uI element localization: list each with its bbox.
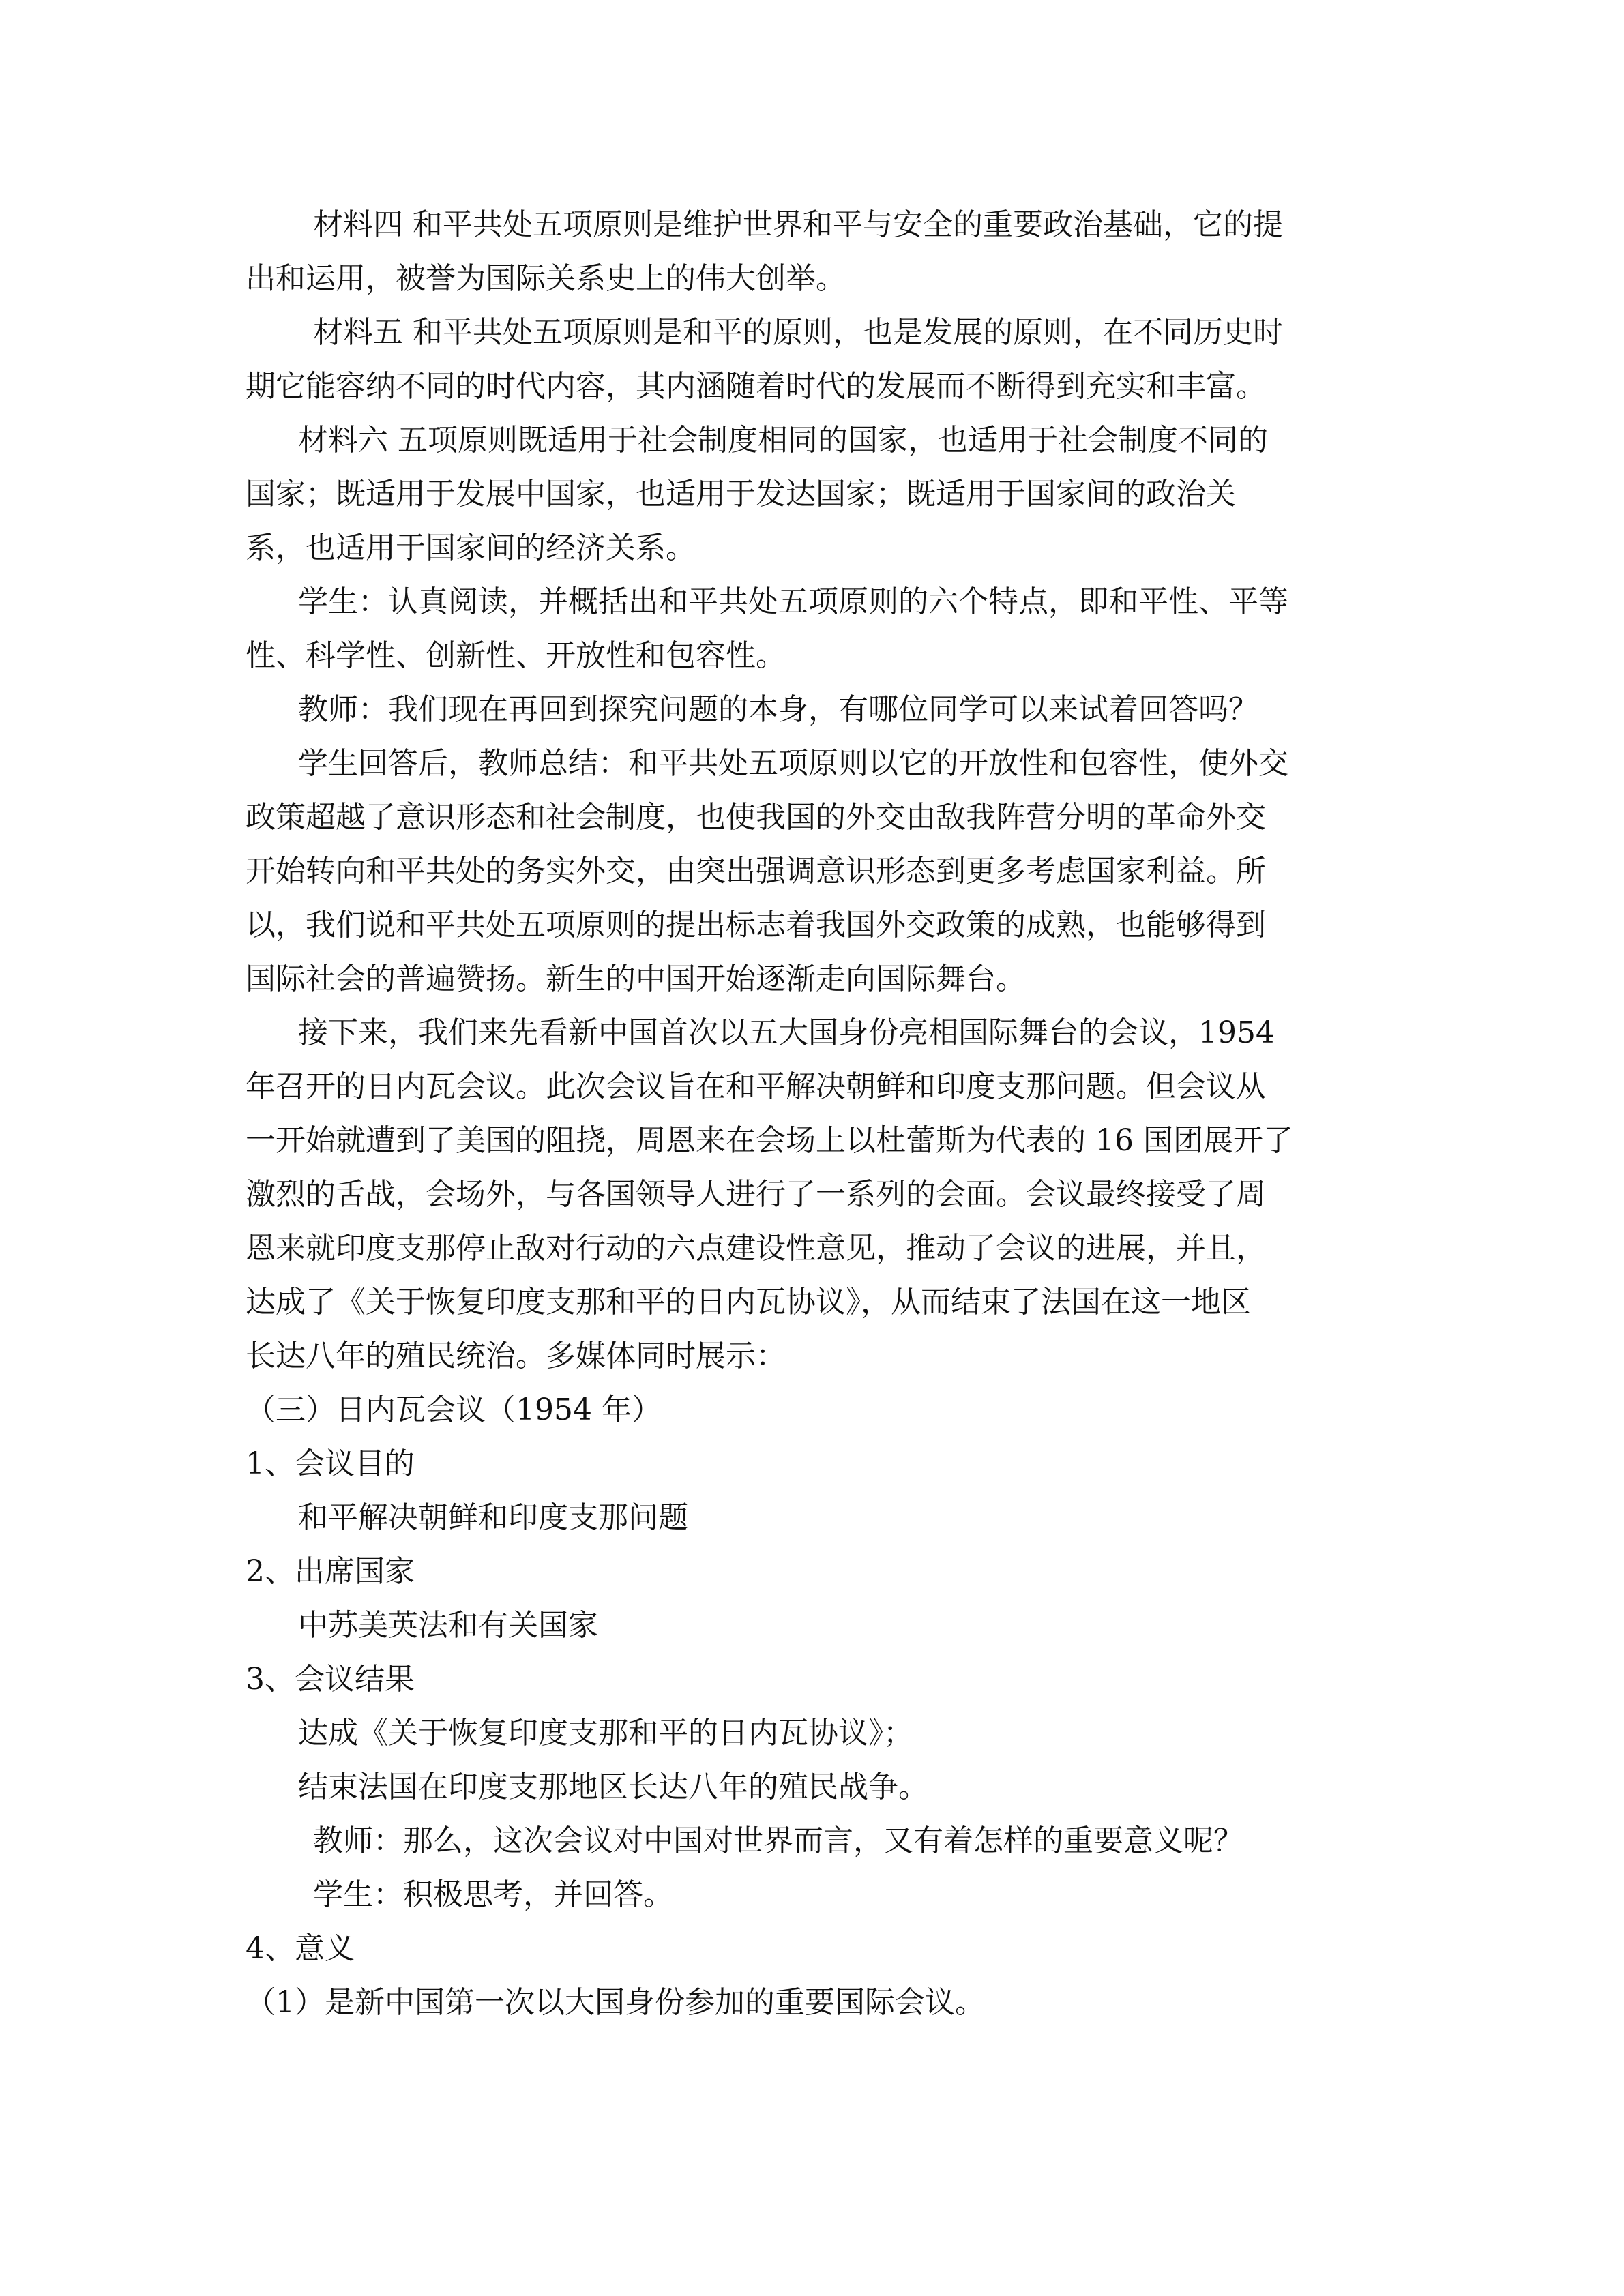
text-line: 达成了《关于恢复印度支那和平的日内瓦协议》，从而结束了法国在这一地区	[246, 1285, 1251, 1320]
text-line: 系，也适用于国家间的经济关系。	[246, 531, 696, 565]
text-line: 材料四 和平共处五项原则是维护世界和平与安全的重要政治基础，它的提	[313, 207, 1283, 242]
document-body	[246, 198, 1385, 2029]
text-line: 长达八年的殖民统治。多媒体同时展示：	[246, 1339, 786, 1373]
text-line: 性、科学性、创新性、开放性和包容性。	[246, 638, 786, 673]
text-line: 开始转向和平共处的务实外交，由突出强调意识形态到更多考虑国家利益。所	[246, 854, 1266, 889]
text-line: 以，我们说和平共处五项原则的提出标志着我国外交政策的成熟，也能够得到	[246, 908, 1266, 942]
text-line: 达成《关于恢复印度支那和平的日内瓦协议》；	[298, 1716, 913, 1750]
text-line: 4、意义	[246, 1931, 355, 1966]
text-line: （三）日内瓦会议（1954 年）	[246, 1392, 662, 1427]
text-line: 1、会议目的	[246, 1446, 415, 1481]
text-line: 恩来就印度支那停止敌对行动的六点建设性意见，推动了会议的进展，并且，	[246, 1231, 1266, 1266]
text-line: 中苏美英法和有关国家	[298, 1608, 598, 1643]
text-line: 教师：我们现在再回到探究问题的本身，有哪位同学可以来试着回答吗？	[298, 692, 1258, 727]
text-line: 出和运用，被誉为国际关系史上的伟大创举。	[246, 261, 846, 296]
text-line: 学生：认真阅读，并概括出和平共处五项原则的六个特点，即和平性、平等	[298, 584, 1288, 619]
text-line: 激烈的舌战，会场外，与各国领导人进行了一系列的会面。会议最终接受了周	[246, 1177, 1266, 1212]
text-line: 年召开的日内瓦会议。此次会议旨在和平解决朝鲜和印度支那问题。但会议从	[246, 1069, 1266, 1104]
text-line: 3、会议结果	[246, 1662, 415, 1697]
text-line: 接下来，我们来先看新中国首次以五大国身份亮相国际舞台的会议，1954	[298, 1015, 1275, 1050]
text-line: 国际社会的普遍赞扬。新生的中国开始逐渐走向国际舞台。	[246, 961, 1026, 996]
text-line: 一开始就遭到了美国的阻挠，周恩来在会场上以杜蕾斯为代表的 16 国团展开了	[246, 1123, 1293, 1158]
text-line: 国家；既适用于发展中国家，也适用于发达国家；既适用于国家间的政治关	[246, 477, 1236, 511]
text-line: （1）是新中国第一次以大国身份参加的重要国际会议。	[246, 1985, 985, 2020]
text-line: 材料五 和平共处五项原则是和平的原则，也是发展的原则，在不同历史时	[313, 315, 1283, 350]
text-line: 材料六 五项原则既适用于社会制度相同的国家，也适用于社会制度不同的	[298, 423, 1268, 458]
text-line: 2、出席国家	[246, 1554, 415, 1589]
text-line: 学生回答后，教师总结：和平共处五项原则以它的开放性和包容性，使外交	[298, 746, 1288, 781]
text-line: 教师：那么，这次会议对中国对世界而言，又有着怎样的重要意义呢？	[313, 1823, 1243, 1858]
text-line: 政策超越了意识形态和社会制度，也使我国的外交由敌我阵营分明的革命外交	[246, 800, 1266, 835]
text-line: 和平解决朝鲜和印度支那问题	[298, 1500, 688, 1535]
text-line: 期它能容纳不同的时代内容，其内涵随着时代的发展而不断得到充实和丰富。	[246, 369, 1266, 404]
text-line: 学生：积极思考，并回答。	[313, 1877, 673, 1912]
text-line: 结束法国在印度支那地区长达八年的殖民战争。	[298, 1770, 928, 1804]
